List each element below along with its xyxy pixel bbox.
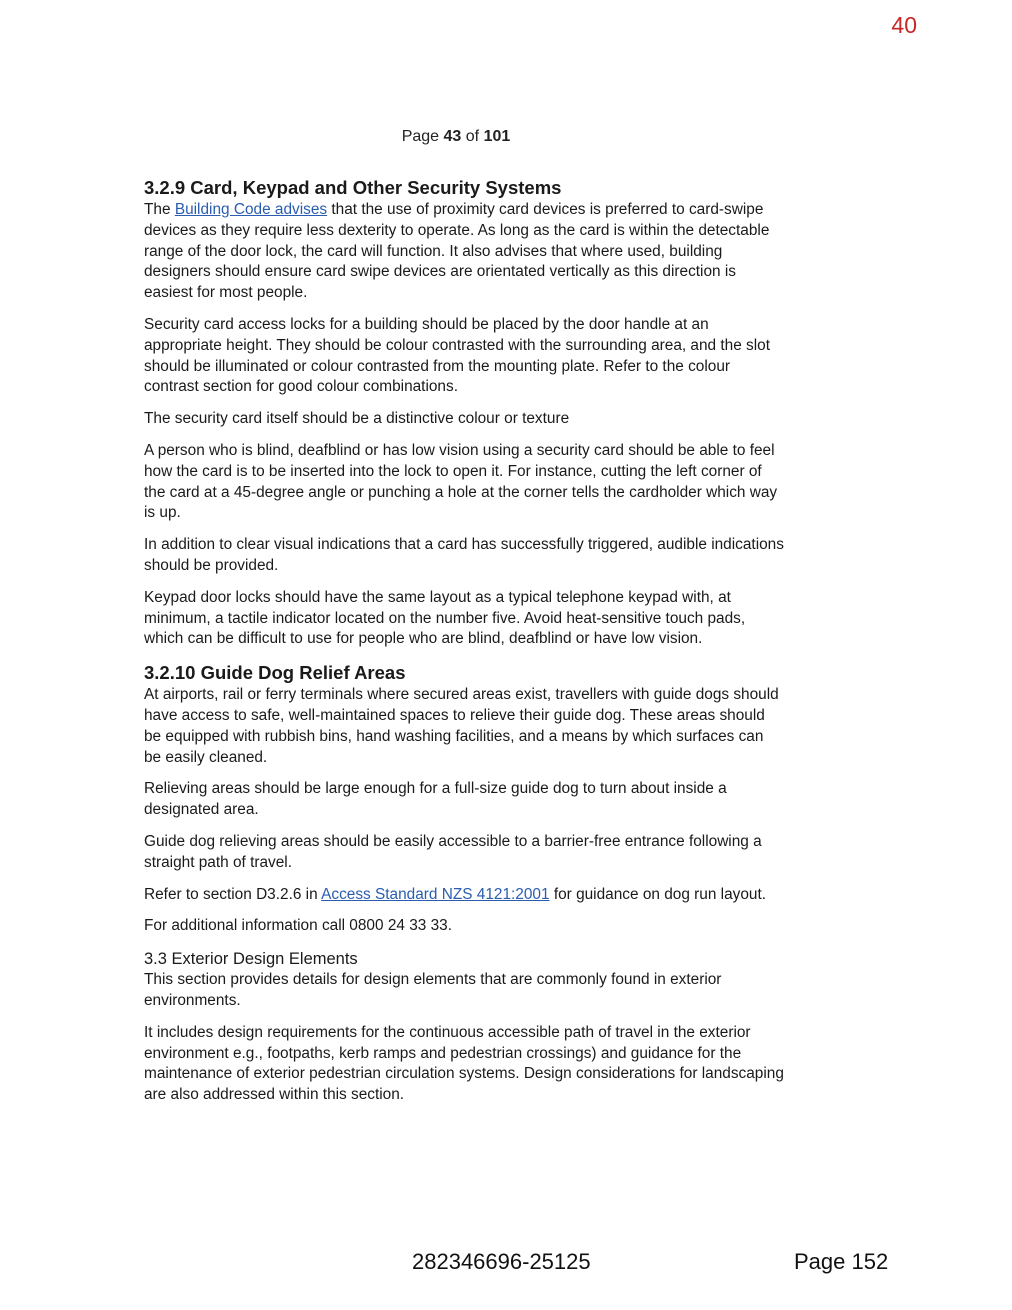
paragraph: Security card access locks for a building should be placed by the door handle at an appropriate height. They should be colour contrasted with the surrounding area, and the slot should be illuminated or colour contrasted from the mounting plate. Refer to the colour contrast section for good colour combinations. — [144, 315, 771, 396]
paragraph: A person who is blind, deafblind or has low vision using a security card should be able to feel how the card is to be inserted into the lock to open it. For instance, cutting the left corner of the card at a 45-degree angle or punching a hole at the corner tells the cardholder which way is up. — [144, 441, 778, 522]
page-indicator — [0, 128, 912, 146]
section-exterior-design — [144, 948, 784, 1106]
page-stamp-number: 40 — [891, 12, 917, 38]
paragraph: The security card itself should be a distinctive colour or texture — [144, 410, 570, 428]
paragraph: Relieving areas should be large enough for a full-size guide dog to turn about inside a designated area. — [144, 780, 727, 819]
paragraph-text: for guidance on dog run layout. — [553, 885, 767, 903]
paragraph-text: Refer to section D3.2.6 in — [144, 885, 318, 903]
building-code-link[interactable]: Building Code advises — [174, 201, 328, 218]
section-security-systems — [144, 176, 784, 650]
section-guide-dog-relief — [144, 661, 784, 937]
paragraph: In addition to clear visual indications that a card has successfully triggered, audible indications should be provided. — [144, 536, 784, 574]
paragraph: At airports, rail or ferry terminals where secured areas exist, travellers with guide dogs should have access to safe, well-maintained spaces to relieve their guide dog. These areas should be equipped with rubbish bins, hand washing facilities, and a means by which surfaces can be easily cleaned. — [144, 686, 779, 766]
paragraph-text: The — [144, 201, 171, 218]
section-heading: 3.2.10 Guide Dog Relief Areas — [144, 662, 406, 684]
page-indicator-prefix: Page — [401, 128, 440, 145]
section-heading: 3.2.9 Card, Keypad and Other Security Systems — [144, 177, 562, 198]
access-standard-link[interactable]: Access Standard NZS 4121:2001 — [321, 885, 550, 903]
paragraph: Keypad door locks should have the same layout as a typical telephone keypad with, at minimum, a tactile indicator located on the number five. Avoid heat-sensitive touch pads, which can be difficult to use for people who are blind, deafblind or have low vision. — [144, 588, 746, 648]
paragraph — [144, 885, 784, 906]
footer-page-label: Page 152 — [794, 1249, 889, 1274]
paragraph: This section provides details for design elements that are commonly found in exterior environments. — [144, 971, 722, 1009]
footer-document-id: 282346696-25125 — [412, 1249, 591, 1274]
page-indicator-total: 101 — [483, 128, 511, 145]
paragraph — [144, 200, 784, 304]
paragraph-text: that the use of proximity card devices is preferred to card-swipe devices as they require less dexterity to operate. As long as the card is within the detectable range of the door lock, the card will function. It also advises that where used, building designers should ensure card swipe devices are orientated vertically as this direction is easiest for most people. — [144, 201, 770, 302]
document-body — [144, 176, 784, 1106]
section-heading: 3.3 Exterior Design Elements — [144, 950, 358, 969]
paragraph: It includes design requirements for the continuous accessible path of travel in the exterior environment e.g., footpaths, kerb ramps and pedestrian crossings) and guidance for the maintenance of exterior pedestrian circulation systems. Design considerations for landscaping are also addressed within this section. — [144, 1023, 784, 1104]
paragraph: Guide dog relieving areas should be easily accessible to a barrier-free entrance following a straight path of travel. — [144, 832, 762, 871]
page-indicator-of: of — [465, 128, 480, 145]
paragraph: For additional information call 0800 24 33 33. — [144, 917, 453, 935]
page-indicator-current: 43 — [443, 128, 462, 145]
